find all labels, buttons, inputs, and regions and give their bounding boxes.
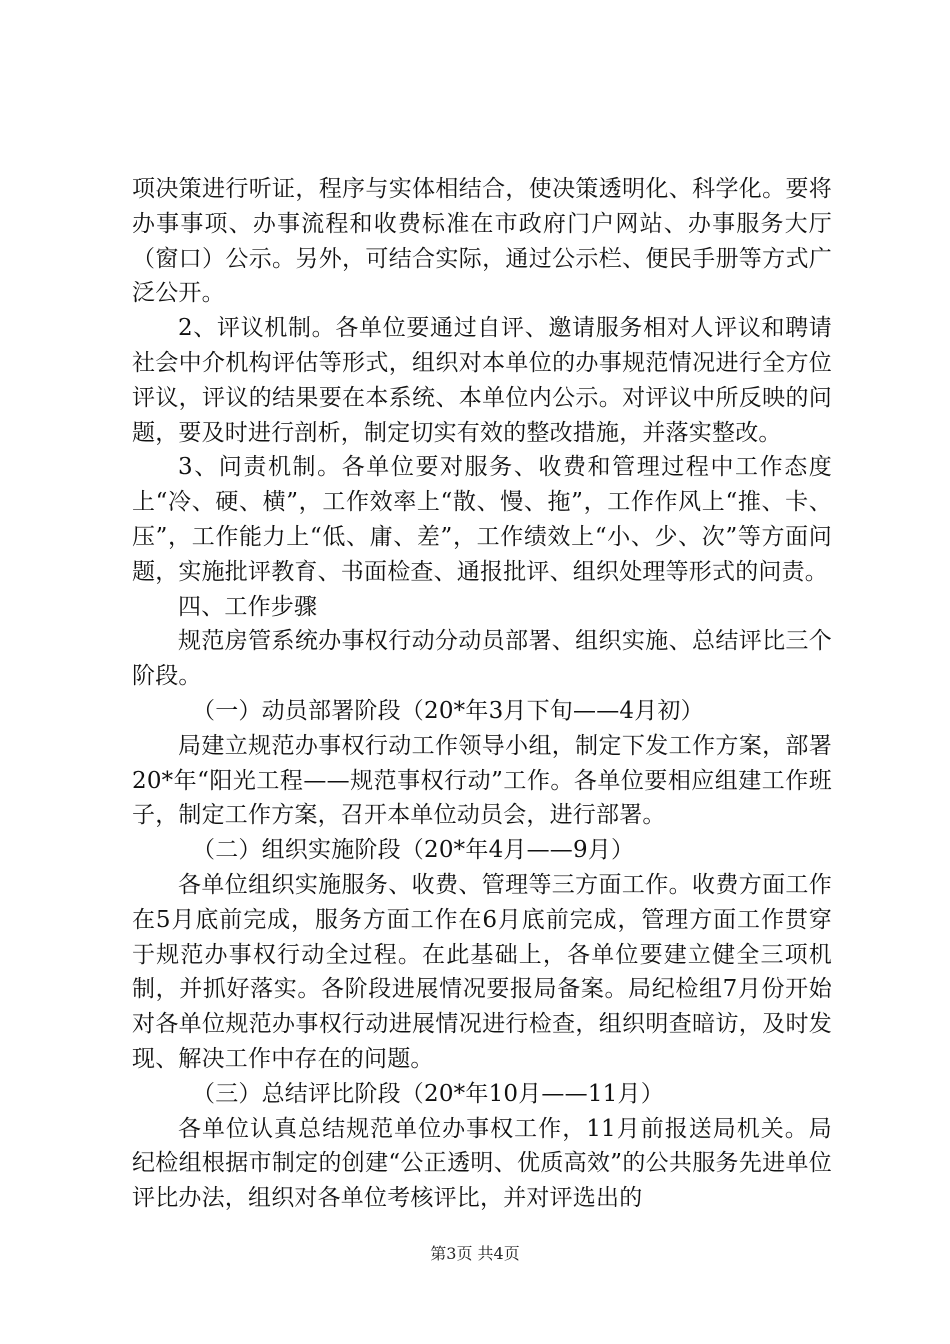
- section-heading-work-steps: 四、工作步骤: [178, 593, 318, 620]
- paragraph-stage-one: 局建立规范办事权行动工作领导小组，制定下发工作方案，部署20*年“阳光工程——规范事权行动”工作。各单位要相应组建工作班子，制定工作方案，召开本单位动员会，进行部署。: [132, 732, 832, 829]
- subheading-stage-three: （三）总结评比阶段（20*年10月——11月）: [192, 1080, 664, 1107]
- paragraph-continuation: 项决策进行听证，程序与实体相结合，使决策透明化、科学化。要将办事事项、办事流程和收费标准在市政府门户网站、办事服务大厅（窗口）公示。另外，可结合实际，通过公示栏、便民手册等方式广泛公开。: [132, 176, 832, 307]
- page-number-label: 第3页 共4页: [430, 1244, 520, 1263]
- paragraph-accountability-mechanism: 3、问责机制。各单位要对服务、收费和管理过程中工作态度上“冷、硬、横”，工作效率上“散、慢、拖”，工作作风上“推、卡、压”，工作能力上“低、庸、差”，工作绩效上“小、少、次”等方面问题，实施批评教育、书面检查、通报批评、组织处理等形式的问责。: [132, 454, 832, 585]
- paragraph-stages-overview: 规范房管系统办事权行动分动员部署、组织实施、总结评比三个阶段。: [132, 628, 832, 690]
- paragraph-stage-three: 各单位认真总结规范单位办事权工作，11月前报送局机关。局纪检组根据市制定的创建“公正透明、优质高效”的公共服务先进单位评比办法，组织对各单位考核评比，并对评选出的: [132, 1115, 832, 1212]
- subheading-stage-one: （一）动员部署阶段（20*年3月下旬——4月初）: [192, 697, 704, 724]
- subheading-stage-two: （二）组织实施阶段（20*年4月——9月）: [192, 837, 635, 864]
- paragraph-review-mechanism: 2、评议机制。各单位要通过自评、邀请服务相对人评议和聘请社会中介机构评估等形式，组织对本单位的办事规范情况进行全方位评议，评议的结果要在本系统、本单位内公示。对评议中所反映的问题，要及时进行剖析，制定切实有效的整改措施，并落实整改。: [132, 315, 832, 446]
- paragraph-stage-two: 各单位组织实施服务、收费、管理等三方面工作。收费方面工作在5月底前完成，服务方面工作在6月底前完成，管理方面工作贯穿于规范办事权行动全过程。在此基础上，各单位要建立健全三项机制，并抓好落实。各阶段进展情况要报局备案。局纪检组7月份开始对各单位规范办事权行动进展情况进行检查，组织明查暗访，及时发现、解决工作中存在的问题。: [132, 871, 832, 1072]
- page-footer: [0, 1243, 950, 1265]
- document-body: [132, 172, 832, 1216]
